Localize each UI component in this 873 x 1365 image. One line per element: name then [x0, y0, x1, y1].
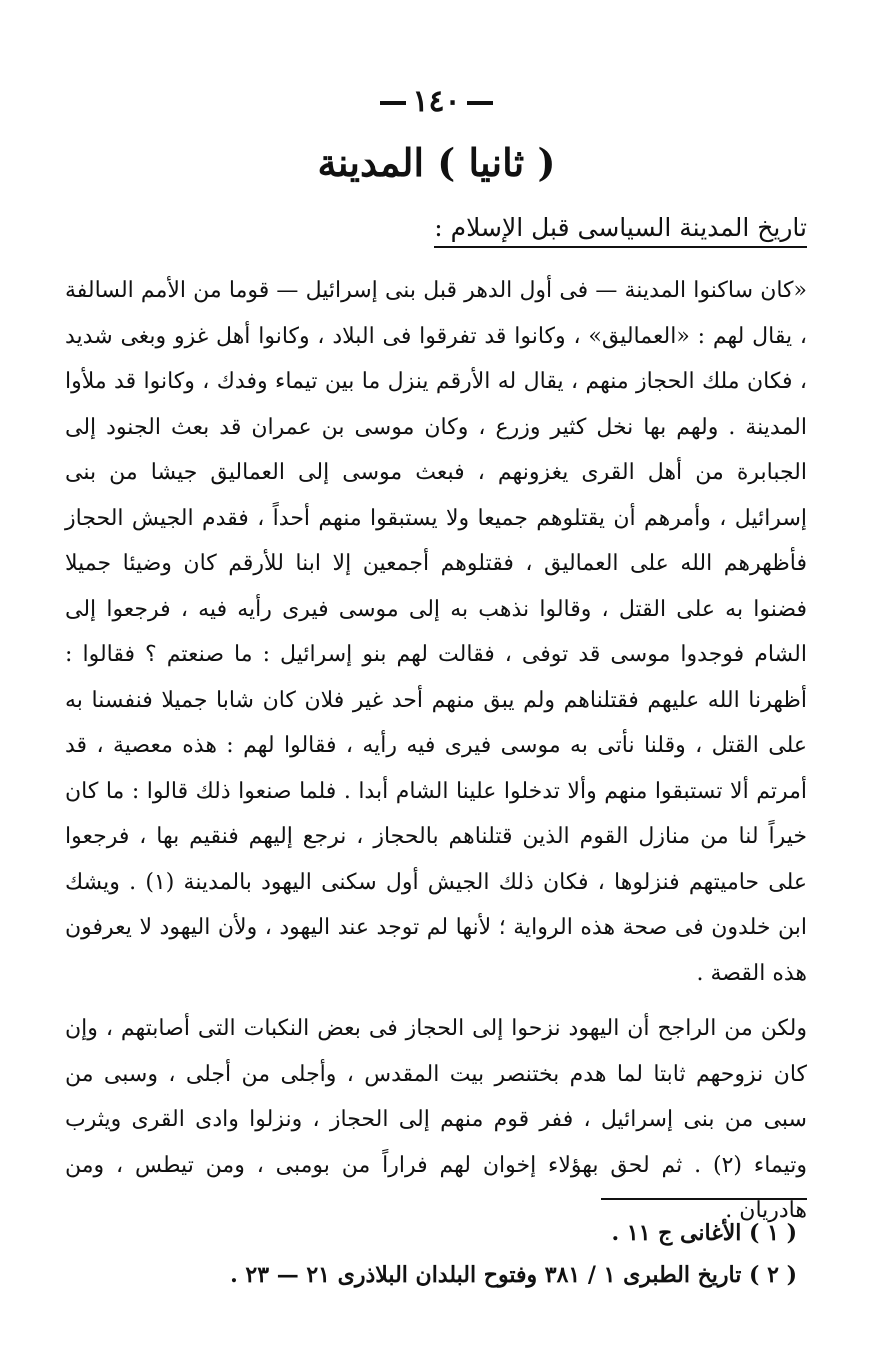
- footnote-1: ( ١ ) الأغانى ج ١١ .: [611, 1220, 797, 1246]
- footnotes: [230, 1212, 797, 1296]
- paragraph-1: «كان ساكنوا المدينة — فى أول الدهر قبل بنى إسرائيل — قوما من الأمم السالفة ، يقال لهم : «العماليق» ، وكانوا قد تفرقوا فى البلاد ، وكانوا أهل غزو وبغى شديد ، فكان ملك الحجاز منهم ، يقال له الأرقم ينزل ما بين تيماء وفدك ، وكانوا قد ملأوا المدينة . ولهم بها نخل كثير وزرع ، وكان موسى بن عمران قد بعث الجنود إلى الجبابرة من أهل القرى يغزونهم ، فبعث موسى إلى العماليق جيشا من بنى إسرائيل ، وأمرهم أن يقتلوهم جميعا ولا يستبقوا منهم أحداً ، فقدم الجيش الحجاز فأظهرهم الله على العماليق ، فقتلوهم أجمعين إلا ابنا للأرقم كان وضيئا جميلا فضنوا به على القتل ، وقالوا نذهب به إلى موسى فيرى رأيه فيه ، فرجعوا إلى الشام فوجدوا موسى قد توفى ، فقالت لهم بنو إسرائيل : ما صنعتم ؟ فقالوا : أظهرنا الله عليهم فقتلناهم ولم يبق منهم أحد غير فلان كان شابا جميلا فنفسنا به على القتل ، وقلنا نأتى به موسى فيرى فيه رأيه ، فقالوا لهم : هذه معصية ، قد أمرتم ألا تستبقوا منهم وألا تدخلوا علينا الشام أبدا . فلما صنعوا ذلك قالوا : ما كان خيراً لنا من منازل القوم الذين قتلناهم بالحجاز ، نرجع إليهم فنقيم بها ، فرجعوا على حاميتهم فنزلوها ، فكان ذلك الجيش أول سكنى اليهود بالمدينة (١) . ويشك ابن خلدون فى صحة هذه الرواية ؛ لأنها لم توجد عند اليهود ، ولأن اليهود لا يعرفون هذه القصة .: [65, 278, 807, 986]
- footnote-2: ( ٢ ) تاريخ الطبرى ١ / ٣٨١ وفتوح البلدان البلاذرى ٢١ — ٢٣ .: [230, 1262, 797, 1288]
- paragraph-2: ولكن من الراجح أن اليهود نزحوا إلى الحجاز فى بعض النكبات التى أصابتهم ، وإن كان نزوحهم ثابتا لما هدم بختنصر بيت المقدس ، وأجلى من أجلى ، وسبى من سبى من بنى إسرائيل ، ففر قوم منهم إلى الحجاز ، ونزلوا وادى القرى ويثرب وتيماء (٢) . ثم لحق بهؤلاء إخوان لهم فراراً من بومبى ، ومن تيطس ، ومن هادريان .: [65, 1016, 807, 1223]
- chapter-title: ( ثانيا ) المدينة: [317, 140, 556, 185]
- page-number-dash-right: [467, 101, 493, 105]
- page-number-dash-left: [380, 101, 406, 105]
- footnote-divider: [601, 1198, 807, 1200]
- section-heading: تاريخ المدينة السياسى قبل الإسلام :: [434, 213, 807, 248]
- page-number-text: ١٤٠: [412, 84, 461, 119]
- body-text: [65, 268, 807, 1234]
- page-number: [0, 84, 873, 119]
